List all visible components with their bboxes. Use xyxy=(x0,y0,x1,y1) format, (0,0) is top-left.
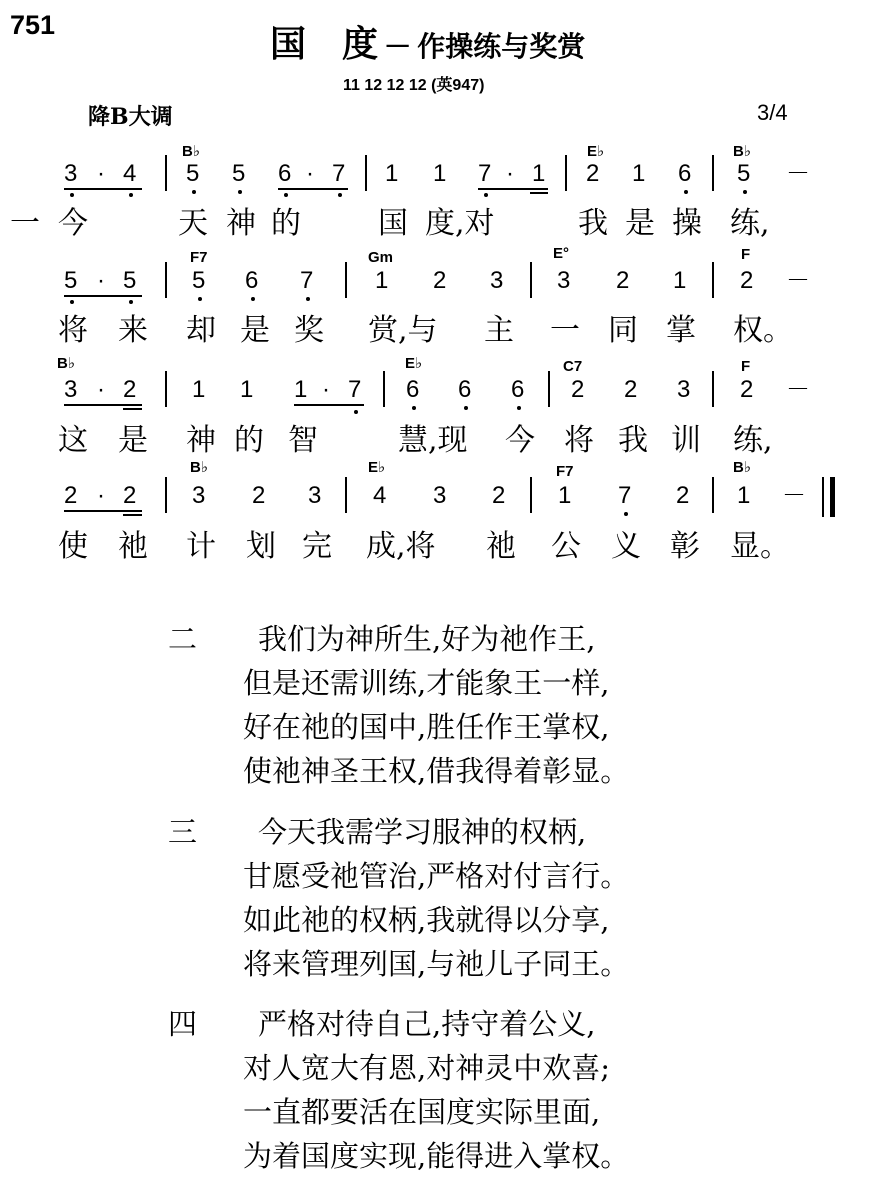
barline xyxy=(712,477,714,513)
note: 1 xyxy=(294,376,308,403)
verse-line: 今天我需学习服神的权柄, xyxy=(258,815,587,849)
lyric: 的 xyxy=(234,423,264,458)
note: 1 xyxy=(385,160,399,187)
lyric: 国 xyxy=(378,206,408,241)
note: 6 xyxy=(245,267,259,294)
barline xyxy=(530,262,532,298)
lyric: 一 xyxy=(550,313,580,348)
note-dot: · xyxy=(97,482,105,509)
note: 1 xyxy=(192,376,206,403)
lyric: 将 xyxy=(564,423,594,458)
note: 2 xyxy=(123,376,137,403)
lyric: 操 xyxy=(672,206,702,241)
lyric: 一 xyxy=(10,206,40,241)
note-dot: · xyxy=(306,160,314,187)
barline xyxy=(165,477,167,513)
chord: F7 xyxy=(190,249,208,266)
barline xyxy=(712,371,714,407)
note: 2 xyxy=(740,376,754,403)
chord: E♭ xyxy=(368,459,386,476)
barline xyxy=(345,477,347,513)
barline xyxy=(165,262,167,298)
octave-dot xyxy=(198,297,202,301)
chord: B♭ xyxy=(190,459,208,476)
chord: C7 xyxy=(563,358,583,375)
octave-dot xyxy=(192,190,196,194)
barline xyxy=(548,371,550,407)
note: 2 xyxy=(571,376,585,403)
note: 5 xyxy=(123,267,137,294)
title-main: 国 度 xyxy=(270,23,379,65)
lyric: 义 xyxy=(611,529,641,564)
lyric: 慧,现 xyxy=(398,423,468,458)
final-barline xyxy=(822,477,824,517)
chord: E♭ xyxy=(405,355,423,372)
note-dash: － xyxy=(786,267,810,294)
note-dot: · xyxy=(97,376,105,403)
chord: E♭ xyxy=(587,143,605,160)
title-sub: 作操练与奖赏 xyxy=(417,30,586,63)
beam xyxy=(478,188,548,190)
note: 6 xyxy=(278,160,292,187)
lyric: 的 xyxy=(271,206,301,241)
chord: F xyxy=(741,246,751,263)
lyric: 是 xyxy=(240,313,270,348)
barline xyxy=(565,155,567,191)
hymn-number: 751 xyxy=(10,10,56,40)
barline xyxy=(530,477,532,513)
lyric: 我 xyxy=(618,423,648,458)
chord: Gm xyxy=(368,249,394,266)
lyric: 使 xyxy=(58,529,88,564)
note-dot: · xyxy=(97,160,105,187)
note: 2 xyxy=(433,267,447,294)
octave-dot xyxy=(354,410,358,414)
note: 7 xyxy=(478,160,492,187)
octave-dot xyxy=(129,193,133,197)
verse-line: 一直都要活在国度实际里面, xyxy=(243,1095,601,1129)
beam xyxy=(64,188,142,190)
octave-dot xyxy=(684,190,688,194)
time-signature: 3/4 xyxy=(757,100,788,125)
note: 4 xyxy=(373,482,387,509)
note: 1 xyxy=(673,267,687,294)
note: 5 xyxy=(192,267,206,294)
octave-dot xyxy=(284,193,288,197)
octave-dot xyxy=(70,193,74,197)
lyric: 成,将 xyxy=(366,529,436,564)
octave-dot xyxy=(306,297,310,301)
note: 1 xyxy=(737,482,751,509)
verse-line: 严格对待自己,持守着公义, xyxy=(258,1007,596,1041)
barline xyxy=(165,371,167,407)
beam xyxy=(64,510,142,512)
verse-line: 将来管理列国,与祂儿子同王。 xyxy=(243,947,630,981)
chord: B♭ xyxy=(182,143,200,160)
note: 1 xyxy=(558,482,572,509)
lyric: 计 xyxy=(186,529,216,564)
verse-line: 使祂神圣王权,借我得着彰显。 xyxy=(243,754,630,788)
verse-label: 三 xyxy=(168,815,198,849)
note: 4 xyxy=(123,160,137,187)
meter: 11 12 12 12 (英947) xyxy=(343,77,485,94)
octave-dot xyxy=(338,193,342,197)
note-dash: － xyxy=(782,482,806,509)
note: 6 xyxy=(678,160,692,187)
note: 1 xyxy=(632,160,646,187)
lyric: 今 xyxy=(505,423,535,458)
lyric: 公 xyxy=(551,529,581,564)
octave-dot xyxy=(412,406,416,410)
lyric: 奖 xyxy=(294,313,324,348)
octave-dot xyxy=(251,297,255,301)
lyric: 这 xyxy=(58,423,88,458)
lyric: 却 xyxy=(186,313,216,348)
note: 2 xyxy=(624,376,638,403)
title-dash: － xyxy=(383,30,412,63)
note: 6 xyxy=(511,376,525,403)
note: 3 xyxy=(433,482,447,509)
note: 1 xyxy=(375,267,389,294)
note: 7 xyxy=(332,160,346,187)
note: 3 xyxy=(64,160,78,187)
final-barline-thick xyxy=(830,477,835,517)
lyric: 同 xyxy=(608,313,638,348)
note: 7 xyxy=(300,267,314,294)
verse-label: 四 xyxy=(168,1007,198,1041)
note: 6 xyxy=(406,376,420,403)
lyric: 今 xyxy=(58,206,88,241)
note: 3 xyxy=(677,376,691,403)
beam xyxy=(123,408,142,410)
lyric: 将 xyxy=(58,313,88,348)
note-dash: － xyxy=(786,160,810,187)
barline xyxy=(365,155,367,191)
octave-dot xyxy=(484,193,488,197)
barline xyxy=(345,262,347,298)
note: 3 xyxy=(192,482,206,509)
lyric: 神 xyxy=(186,423,216,458)
note: 3 xyxy=(557,267,571,294)
lyric: 赏,与 xyxy=(368,313,438,348)
lyric: 完 xyxy=(302,529,332,564)
note: 2 xyxy=(616,267,630,294)
lyric: 度,对 xyxy=(425,206,495,241)
lyric: 天 xyxy=(178,206,208,241)
lyric: 主 xyxy=(484,313,514,348)
page-title xyxy=(270,16,585,67)
lyric: 来 xyxy=(118,313,148,348)
note: 3 xyxy=(64,376,78,403)
verse-line: 好在祂的国中,胜任作王掌权, xyxy=(243,710,610,744)
note: 6 xyxy=(458,376,472,403)
note: 1 xyxy=(240,376,254,403)
barline xyxy=(165,155,167,191)
lyric: 显。 xyxy=(730,529,790,564)
lyric: 是 xyxy=(625,206,655,241)
note: 2 xyxy=(740,267,754,294)
lyric: 我 xyxy=(578,206,608,241)
note: 5 xyxy=(232,160,246,187)
chord: B♭ xyxy=(733,143,751,160)
chord: B♭ xyxy=(733,459,751,476)
note-dot: · xyxy=(97,267,105,294)
barline xyxy=(712,155,714,191)
octave-dot xyxy=(743,190,747,194)
chord: F xyxy=(741,358,751,375)
chord: F7 xyxy=(556,463,574,480)
note: 2 xyxy=(586,160,600,187)
lyric: 彰 xyxy=(670,529,700,564)
beam xyxy=(278,188,348,190)
lyric: 权。 xyxy=(733,313,793,348)
note: 2 xyxy=(492,482,506,509)
verse-line: 甘愿受祂管治,严格对付言行。 xyxy=(243,859,630,893)
barline xyxy=(712,262,714,298)
lyric: 练, xyxy=(733,423,773,458)
beam xyxy=(64,404,142,406)
lyric: 祂 xyxy=(486,529,516,564)
lyric: 智 xyxy=(288,423,318,458)
note: 2 xyxy=(676,482,690,509)
beam xyxy=(530,192,548,194)
lyric: 训 xyxy=(671,423,701,458)
note: 1 xyxy=(433,160,447,187)
note: 3 xyxy=(490,267,504,294)
lyric: 祂 xyxy=(118,529,148,564)
verse-line: 如此祂的权柄,我就得以分享, xyxy=(243,903,610,937)
octave-dot xyxy=(129,300,133,304)
note: 2 xyxy=(123,482,137,509)
lyric: 掌 xyxy=(666,313,696,348)
beam xyxy=(123,514,142,516)
verse-line: 我们为神所生,好为祂作王, xyxy=(258,622,596,656)
barline xyxy=(383,371,385,407)
note: 5 xyxy=(186,160,200,187)
note: 1 xyxy=(532,160,546,187)
note: 3 xyxy=(308,482,322,509)
octave-dot xyxy=(70,300,74,304)
chord: B♭ xyxy=(57,355,75,372)
note: 7 xyxy=(348,376,362,403)
note: 7 xyxy=(618,482,632,509)
beam xyxy=(294,404,364,406)
note: 5 xyxy=(64,267,78,294)
note-dot: · xyxy=(506,160,514,187)
verse-label: 二 xyxy=(168,622,198,656)
octave-dot xyxy=(238,190,242,194)
verse-line: 对人宽大有恩,对神灵中欢喜; xyxy=(243,1051,610,1085)
note-dash: － xyxy=(786,376,810,403)
lyric: 神 xyxy=(226,206,256,241)
note: 5 xyxy=(737,160,751,187)
lyric: 练, xyxy=(730,206,770,241)
note: 2 xyxy=(252,482,266,509)
chord: E° xyxy=(553,245,570,262)
key-signature: 降B大调 xyxy=(88,104,173,130)
octave-dot xyxy=(517,406,521,410)
lyric: 划 xyxy=(246,529,276,564)
note: 2 xyxy=(64,482,78,509)
octave-dot xyxy=(624,512,628,516)
note-dot: · xyxy=(322,376,330,403)
verse-line: 为着国度实现,能得进入掌权。 xyxy=(243,1139,630,1173)
octave-dot xyxy=(464,406,468,410)
lyric: 是 xyxy=(118,423,148,458)
beam xyxy=(64,295,142,297)
verse-line: 但是还需训练,才能象王一样, xyxy=(243,666,610,700)
